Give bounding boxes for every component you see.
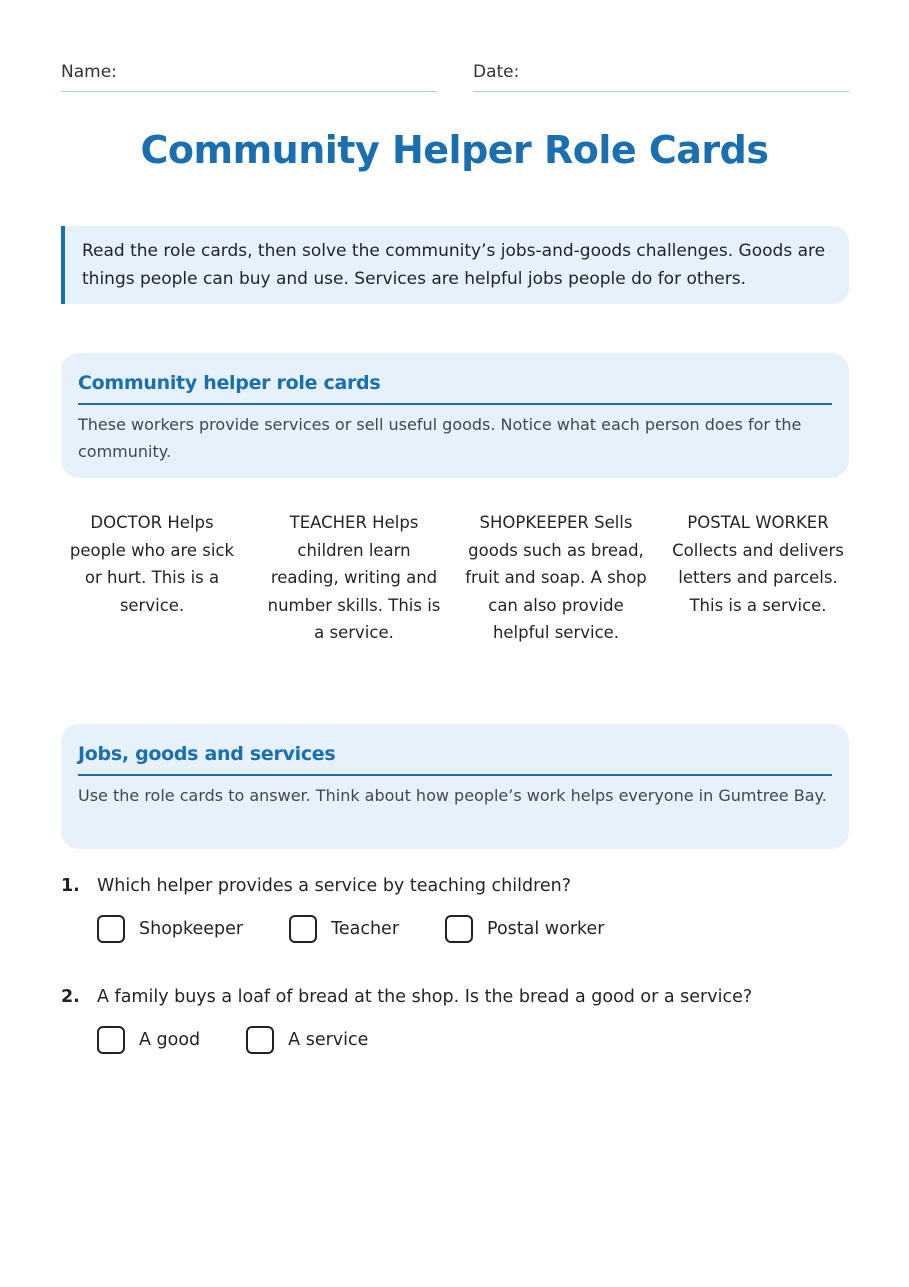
question-text: Which helper provides a service by teaching children? <box>97 876 572 896</box>
checkbox[interactable] <box>445 915 473 943</box>
option-label: Shopkeeper <box>139 919 244 939</box>
role-card-shopkeeper: SHOPKEEPER Sells goods such as bread, fruit and soap. A shop can also provide helpful service. <box>465 513 647 642</box>
role-card-doctor: DOCTOR Helps people who are sick or hurt. This is a service. <box>69 513 235 615</box>
checkbox[interactable] <box>246 1026 274 1054</box>
date-field[interactable] <box>473 62 849 92</box>
checkbox[interactable] <box>97 915 125 943</box>
role-card-postal-worker: POSTAL WORKER Collects and delivers letters and parcels. This is a service. <box>672 513 844 615</box>
option-teacher[interactable] <box>289 915 399 943</box>
question-number: 1. <box>61 876 80 896</box>
jobs-goods-services-section <box>61 724 849 849</box>
role-cards <box>61 509 849 647</box>
question-number: 2. <box>61 987 80 1007</box>
option-a-service[interactable] <box>246 1026 368 1054</box>
checkbox[interactable] <box>97 1026 125 1054</box>
section-description: These workers provide services or sell useful goods. Notice what each person does for the community. <box>78 415 802 461</box>
name-date-row <box>61 62 849 92</box>
section-heading: Community helper role cards <box>78 371 832 405</box>
section-description: Use the role cards to answer. Think about how people’s work helps everyone in Gumtree Bay. <box>78 786 827 805</box>
option-label: Postal worker <box>487 919 605 939</box>
date-label: Date: <box>473 62 520 82</box>
section-heading: Jobs, goods and services <box>78 742 832 776</box>
question-2 <box>61 984 849 1054</box>
option-shopkeeper[interactable] <box>97 915 243 943</box>
question-1 <box>61 873 849 943</box>
intro-callout: Read the role cards, then solve the community’s jobs-and-goods challenges. Goods are things people can buy and use. Services are helpful jobs people do for others. <box>61 226 849 304</box>
option-postal-worker[interactable] <box>445 915 604 943</box>
option-label: Teacher <box>331 919 400 939</box>
answer-options <box>97 915 849 943</box>
role-cards-section <box>61 353 849 478</box>
name-label: Name: <box>61 62 117 82</box>
question-text: A family buys a loaf of bread at the shop. Is the bread a good or a service? <box>97 987 753 1007</box>
role-card-teacher: TEACHER Helps children learn reading, writing and number skills. This is a service. <box>267 513 441 642</box>
page-title: Community Helper Role Cards <box>140 128 769 172</box>
option-label: A service <box>288 1030 369 1050</box>
answer-options <box>97 1026 849 1054</box>
name-field[interactable] <box>61 62 437 92</box>
option-label: A good <box>139 1030 201 1050</box>
option-a-good[interactable] <box>97 1026 200 1054</box>
checkbox[interactable] <box>289 915 317 943</box>
